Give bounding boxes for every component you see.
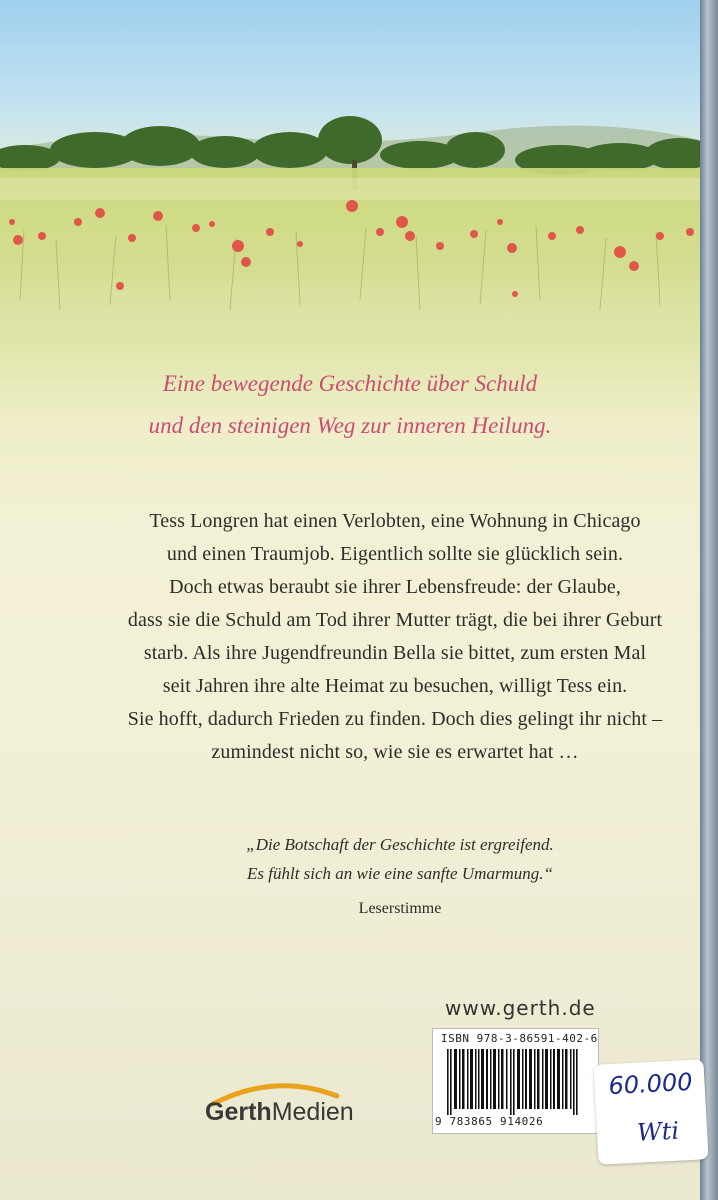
isbn-label: ISBN 978-3-86591-402-6 xyxy=(441,1032,598,1045)
publisher-name xyxy=(205,1098,354,1127)
tagline-line-2: und den steinigen Weg zur inneren Heilung. xyxy=(148,413,552,438)
blurb-line-2: und einen Traumjob. Eigentlich sollte sie glücklich sein. xyxy=(166,543,624,565)
price-sticker xyxy=(593,1059,708,1165)
blurb-line-8: zumindest nicht so, wie sie es erwartet hat … xyxy=(211,741,579,763)
barcode-digits: 9 783865 914026 xyxy=(435,1115,544,1128)
handwritten-price: 60.000 xyxy=(607,1067,694,1101)
blurb-line-1: Tess Longren hat einen Verlobten, eine Wohnung in Chicago xyxy=(149,510,641,532)
isbn-barcode xyxy=(432,1028,599,1134)
book-spine xyxy=(700,0,718,1200)
quote-source: Leserstimme xyxy=(358,900,442,917)
handwritten-initials: Wti xyxy=(636,1116,680,1147)
blurb-line-5: starb. Als ihre Jugendfreundin Bella sie bittet, zum ersten Mal xyxy=(143,642,647,664)
barcode-bars xyxy=(447,1049,587,1115)
quote-line-2: Es fühlt sich an wie eine sanfte Umarmung.“ xyxy=(247,864,553,883)
quote-line-1: „Die Botschaft der Geschichte ist ergreifend. xyxy=(246,835,554,854)
blurb-line-4: dass sie die Schuld am Tod ihrer Mutter trägt, die bei ihrer Geburt xyxy=(127,609,663,631)
blurb-line-7: Sie hofft, dadurch Frieden zu finden. Doch dies gelingt ihr nicht – xyxy=(127,708,663,730)
tagline-line-1: Eine bewegende Geschichte über Schuld xyxy=(162,371,538,396)
publisher-name-bold: Gerth xyxy=(205,1098,272,1126)
publisher-name-regular: Medien xyxy=(271,1098,354,1126)
poppy-field-image xyxy=(0,0,700,340)
publisher-website: www.gerth.de xyxy=(445,996,596,1020)
blurb-line-3: Doch etwas beraubt sie ihrer Lebensfreude: der Glaube, xyxy=(169,576,621,598)
blurb-line-6: seit Jahren ihre alte Heimat zu besuchen, willigt Tess ein. xyxy=(162,675,628,697)
